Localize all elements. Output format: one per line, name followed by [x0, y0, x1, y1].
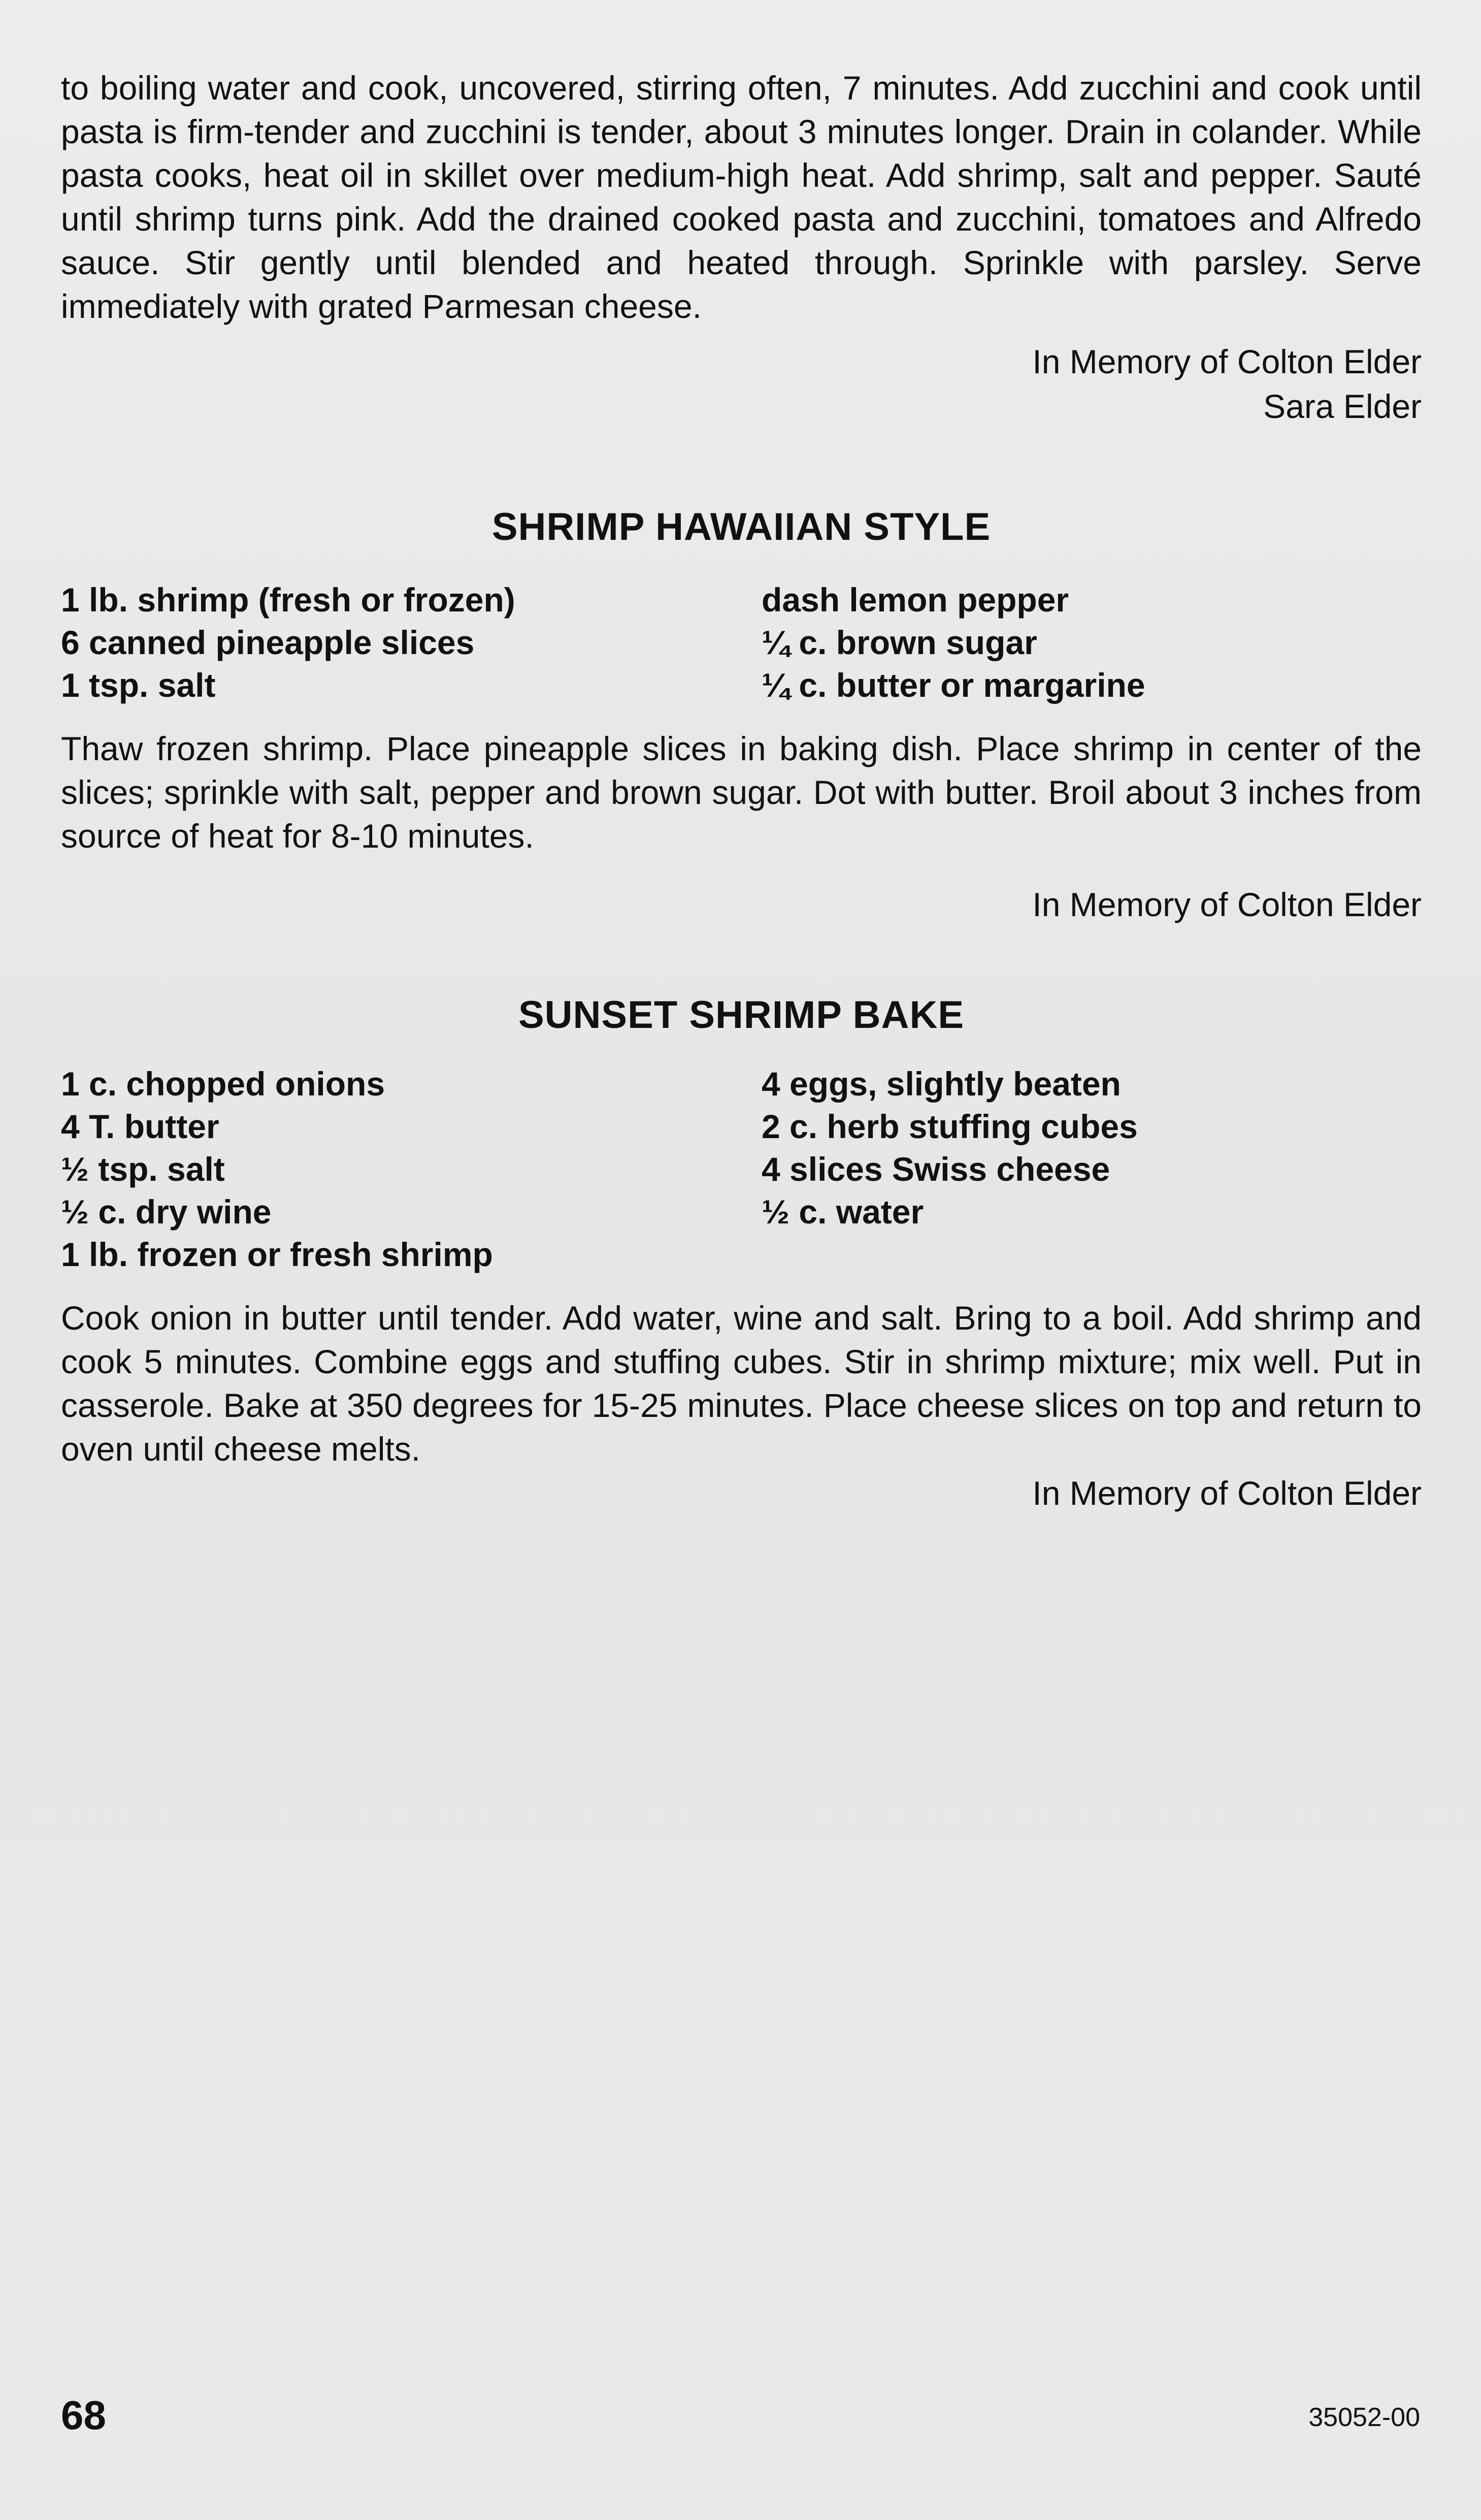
recipe-title-sunset-shrimp-bake: SUNSET SHRIMP BAKE	[518, 993, 965, 1037]
credit-shrimp-hawaiian: In Memory of Colton Elder	[1032, 886, 1422, 923]
ingredient-item: 4 T. butter	[61, 1108, 219, 1145]
ingredient-item: 2 c. herb stuffing cubes	[762, 1108, 1138, 1145]
ingredient-item: 1 lb. frozen or fresh shrimp	[61, 1236, 493, 1273]
print-code: 35052-00	[1308, 2403, 1420, 2432]
ingredients-left-column	[61, 1062, 762, 1276]
ingredients-left-column	[61, 578, 762, 706]
intro-directions: to boiling water and cook, uncovered, stirring often, 7 minutes. Add zucchini and cook until pasta is firm-tender and zucchini is tender, about 3 minutes longer. Drain in colander. While pasta cooks, heat oil in skillet over medium-high heat. Add shrimp, salt and pepper. Sauté until shrimp turns pink. Add the drained cooked pasta and zucchini, tomatoes and Alfredo sauce. Stir gently until blended and heated through. Sprinkle with parsley. Serve immediately with grated Parmesan cheese.	[61, 69, 1422, 325]
page-number: 68	[61, 2393, 106, 2438]
ingredient-item: 1 tsp. salt	[61, 666, 216, 704]
ingredients-right-column	[762, 578, 1422, 706]
ingredients-sunset-shrimp-bake	[61, 1062, 1422, 1276]
ingredient-item: 4 eggs, slightly beaten	[762, 1065, 1121, 1103]
ingredient-item: ¼ c. brown sugar	[762, 624, 1037, 661]
directions-shrimp-hawaiian: Thaw frozen shrimp. Place pineapple slices in baking dish. Place shrimp in center of the slices; sprinkle with salt, pepper and brown sugar. Dot with butter. Broil about 3 inches from source of heat for 8-10 minutes.	[61, 730, 1422, 855]
ingredient-item: 1 c. chopped onions	[61, 1065, 385, 1103]
ingredient-item: 4 slices Swiss cheese	[762, 1150, 1110, 1188]
ingredients-shrimp-hawaiian	[61, 578, 1422, 706]
ingredient-item: ½ c. water	[762, 1193, 924, 1231]
page-content	[61, 66, 1422, 1515]
directions-sunset-shrimp-bake: Cook onion in butter until tender. Add water, wine and salt. Bring to a boil. Add shrimp and cook 5 minutes. Combine eggs and stuffing cubes. Stir in shrimp mixture; mix well. Put in casserole. Bake at 350 degrees for 15-25 minutes. Place cheese slices on top and return to oven until cheese melts.	[61, 1299, 1422, 1468]
ingredient-item: 1 lb. shrimp (fresh or frozen)	[61, 581, 515, 619]
credit-sunset-shrimp-bake: In Memory of Colton Elder	[1032, 1474, 1422, 1512]
ingredients-right-column	[762, 1062, 1422, 1276]
recipe-title-shrimp-hawaiian: SHRIMP HAWAIIAN STYLE	[491, 505, 991, 548]
intro-credit-1: In Memory of Colton Elder	[1032, 343, 1422, 380]
intro-credit-2: Sara Elder	[1263, 387, 1422, 425]
ingredient-item: ¼ c. butter or margarine	[762, 666, 1145, 704]
ingredient-item: ½ tsp. salt	[61, 1150, 225, 1188]
ingredient-item: dash lemon pepper	[762, 581, 1069, 619]
ingredient-item: 6 canned pineapple slices	[61, 624, 475, 661]
ingredient-item: ½ c. dry wine	[61, 1193, 272, 1231]
